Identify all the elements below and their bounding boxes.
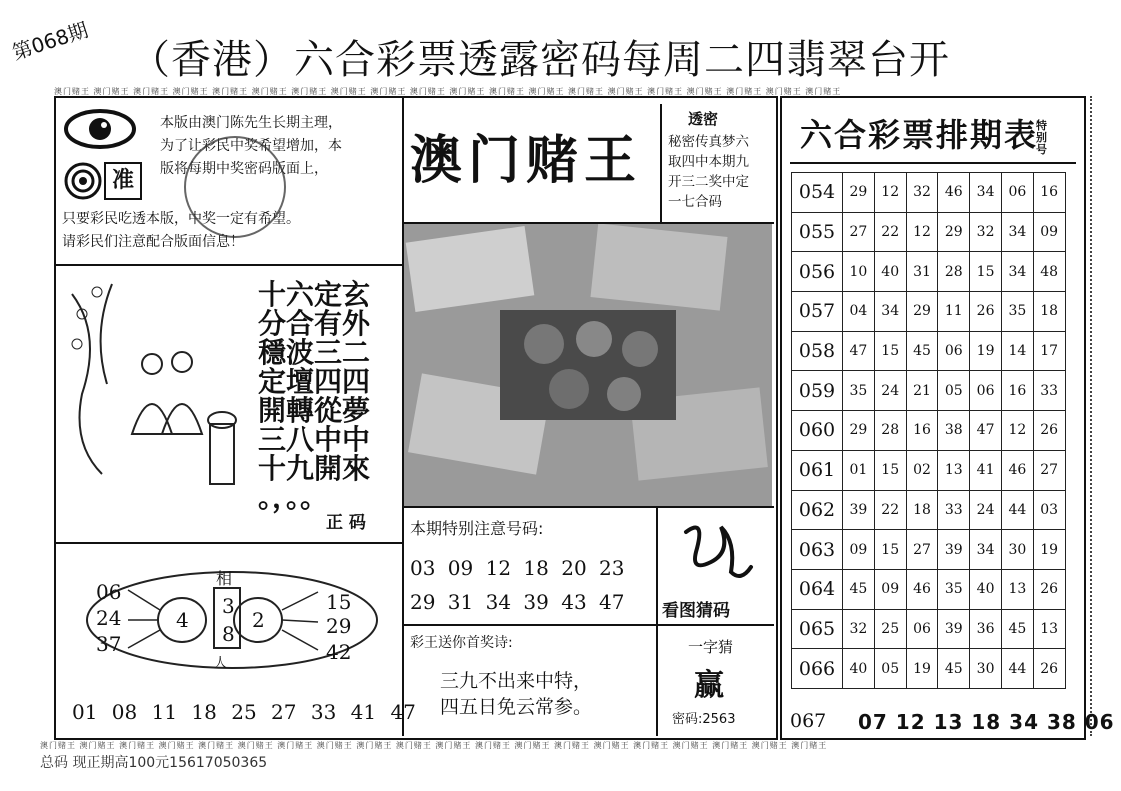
schedule-number: 38: [938, 411, 970, 451]
schedule-number: 12: [1001, 411, 1033, 451]
schedule-number: 27: [906, 530, 938, 570]
schedule-number: 13: [1033, 609, 1065, 649]
schedule-number: 45: [1001, 609, 1033, 649]
poem-line: 穩波三二: [258, 336, 371, 369]
intro-line: 本版由澳门陈先生长期主理，: [160, 115, 342, 131]
schedule-number: 10: [843, 252, 875, 292]
schedule-number: 06: [970, 371, 1002, 411]
money-collage-photo: [404, 224, 772, 506]
diagram-top-label: 相: [216, 569, 233, 588]
schedule-number: 02: [906, 450, 938, 490]
toumi-line: 取四中本期九: [668, 154, 749, 170]
schedule-number: 32: [970, 212, 1002, 252]
latest-numbers: 07 12 13 18 34 38 06: [858, 710, 1115, 734]
eye-icon: [64, 108, 136, 150]
intro-line: 请彩民们注意配合版面信息！: [62, 234, 244, 250]
schedule-row: [792, 569, 1066, 609]
schedule-number: 39: [938, 609, 970, 649]
zhengma-label: 正 码: [326, 513, 366, 533]
schedule-row: [792, 371, 1066, 411]
issue-number: 第068期: [9, 17, 92, 65]
schedule-period: 063: [792, 530, 843, 570]
schedule-number: 36: [970, 609, 1002, 649]
diagram-bottom-label: 人: [214, 656, 228, 671]
schedule-number: 30: [970, 649, 1002, 689]
schedule-number: 34: [970, 530, 1002, 570]
schedule-period: 058: [792, 331, 843, 371]
diagram-left-center: 4: [176, 608, 189, 632]
schedule-row: [792, 173, 1066, 213]
macau-gambling-king-title: 澳门赌王: [410, 130, 643, 191]
schedule-number: 24: [970, 490, 1002, 530]
schedule-title-underline: [790, 162, 1076, 164]
schedule-number: 30: [1001, 530, 1033, 570]
poem-line: 三八中中: [258, 423, 371, 456]
schedule-number: 47: [843, 331, 875, 371]
calligraphy-signature: [676, 512, 756, 592]
footer-note: 总码 现正期高100元15617050365: [40, 755, 268, 771]
schedule-row: [792, 530, 1066, 570]
special-numbers-row: 29 31 34 39 43 47: [410, 590, 625, 614]
schedule-number: 26: [1033, 411, 1065, 451]
divider-left-h2: [56, 542, 402, 544]
schedule-number: 34: [1001, 212, 1033, 252]
special-numbers-row: 03 09 12 18 20 23: [410, 556, 625, 580]
schedule-number: 15: [970, 252, 1002, 292]
schedule-number: 46: [1001, 450, 1033, 490]
schedule-number: 05: [938, 371, 970, 411]
schedule-number: 27: [1033, 450, 1065, 490]
schedule-period: 065: [792, 609, 843, 649]
schedule-number: 45: [906, 331, 938, 371]
schedule-number: 19: [970, 331, 1002, 371]
schedule-row: [792, 252, 1066, 292]
poem-line: 定壇四四: [258, 365, 371, 398]
schedule-number: 17: [1033, 331, 1065, 371]
schedule-number: 33: [938, 490, 970, 530]
poem-line: 分合有外: [258, 307, 371, 340]
schedule-number: 19: [1033, 530, 1065, 570]
one-word-guess-char: 赢: [694, 668, 724, 703]
latest-period: 067: [790, 710, 827, 732]
poem-line: 開轉從夢: [258, 394, 371, 427]
schedule-row: [792, 411, 1066, 451]
toumi-line: 开三二奖中定: [668, 174, 749, 190]
toumi-heading: 透密: [688, 110, 719, 128]
diagram-box-top: 3: [222, 594, 235, 618]
schedule-number: 09: [874, 569, 906, 609]
schedule-number: 47: [970, 411, 1002, 451]
schedule-period: 055: [792, 212, 843, 252]
schedule-number: 26: [1033, 569, 1065, 609]
top-border-strip: 澳门赌王 澳门赌王 澳门赌王 澳门赌王 澳门赌王 澳门赌王 澳门赌王 澳门赌王 澳门赌王 澳门赌王 澳门赌王 澳门赌王 澳门赌王 澳门赌王 澳门赌王 澳门赌王 澳门赌王 澳门赌王 澳门赌王 澳门赌王: [54, 87, 842, 96]
schedule-number: 29: [906, 292, 938, 332]
schedule-number: 16: [1033, 173, 1065, 213]
schedule-number: 12: [906, 212, 938, 252]
schedule-period: 056: [792, 252, 843, 292]
schedule-number: 04: [843, 292, 875, 332]
schedule-number: 46: [906, 569, 938, 609]
schedule-period: 064: [792, 569, 843, 609]
diagram-right-num: 29: [326, 614, 352, 638]
schedule-number: 40: [874, 252, 906, 292]
schedule-subtitle: 特别号: [1036, 119, 1047, 156]
schedule-number: 19: [906, 649, 938, 689]
schedule-number: 16: [906, 411, 938, 451]
schedule-number: 01: [843, 450, 875, 490]
schedule-table: [791, 172, 1066, 689]
schedule-number: 40: [843, 649, 875, 689]
schedule-row: [792, 212, 1066, 252]
schedule-number: 48: [1033, 252, 1065, 292]
schedule-period: 060: [792, 411, 843, 451]
schedule-number: 15: [874, 331, 906, 371]
schedule-number: 34: [874, 292, 906, 332]
schedule-number: 11: [938, 292, 970, 332]
divider-center-h3: [404, 624, 774, 626]
schedule-number: 18: [906, 490, 938, 530]
round-seal-stamp: [184, 136, 286, 238]
intro-line: 版将每期中奖密码版面上，: [160, 161, 328, 177]
bottom-border-strip: 澳门赌王 澳门赌王 澳门赌王 澳门赌王 澳门赌王 澳门赌王 澳门赌王 澳门赌王 澳门赌王 澳门赌王 澳门赌王 澳门赌王 澳门赌王 澳门赌王 澳门赌王 澳门赌王 澳门赌王 澳门赌王 澳门赌王 澳门赌王: [40, 741, 828, 750]
schedule-number: 33: [1033, 371, 1065, 411]
schedule-period: 059: [792, 371, 843, 411]
schedule-number: 26: [970, 292, 1002, 332]
headline: （香港）六合彩票透露密码每周二四翡翠台开: [130, 37, 950, 83]
schedule-row: [792, 649, 1066, 689]
schedule-number: 40: [970, 569, 1002, 609]
toumi-line: 一七合码: [668, 194, 722, 210]
schedule-number: 41: [970, 450, 1002, 490]
schedule-row: [792, 450, 1066, 490]
schedule-period: 062: [792, 490, 843, 530]
schedule-row: [792, 292, 1066, 332]
schedule-number: 29: [843, 411, 875, 451]
schedule-number: 22: [874, 212, 906, 252]
diagram-right-num: 15: [326, 590, 352, 614]
schedule-number: 06: [938, 331, 970, 371]
schedule-number: 15: [874, 450, 906, 490]
schedule-number: 39: [938, 530, 970, 570]
divider-left-h1: [56, 264, 402, 266]
schedule-number: 32: [843, 609, 875, 649]
zhun-badge: 准: [104, 162, 142, 200]
scholars-illustration: [62, 274, 242, 534]
schedule-number: 29: [938, 212, 970, 252]
target-icon: [64, 162, 102, 200]
schedule-number: 12: [874, 173, 906, 213]
diagram-left-num: 37: [96, 632, 122, 656]
schedule-number: 29: [843, 173, 875, 213]
schedule-row: [792, 490, 1066, 530]
schedule-number: 27: [843, 212, 875, 252]
intro-line: 只要彩民吃透本版，中奖一定有希望。: [62, 211, 300, 227]
diagram-box-bottom: 8: [222, 622, 235, 646]
schedule-number: 16: [1001, 371, 1033, 411]
gift-poem-line: 四五日免云常参。: [440, 696, 593, 718]
schedule-number: 46: [938, 173, 970, 213]
schedule-number: 06: [906, 609, 938, 649]
schedule-number: 05: [874, 649, 906, 689]
gift-poem-line: 三九不出来中特，: [440, 670, 593, 692]
schedule-number: 44: [1001, 490, 1033, 530]
schedule-number: 09: [843, 530, 875, 570]
divider-center-v1: [660, 104, 662, 222]
kantu-label: 看图猜码: [662, 601, 730, 621]
schedule-number: 28: [874, 411, 906, 451]
intro-line: 为了让彩民中奖希望增加，本: [160, 138, 342, 154]
schedule-number: 18: [1033, 292, 1065, 332]
schedule-period: 061: [792, 450, 843, 490]
schedule-number: 39: [843, 490, 875, 530]
schedule-number: 03: [1033, 490, 1065, 530]
schedule-number: 21: [906, 371, 938, 411]
schedule-number: 35: [843, 371, 875, 411]
schedule-title: 六合彩票排期表: [800, 116, 1039, 154]
toumi-line: 秘密传真梦六: [668, 134, 749, 150]
schedule-number: 14: [1001, 331, 1033, 371]
schedule-period: 054: [792, 173, 843, 213]
mystery-poem: [258, 280, 370, 512]
schedule-number: 13: [938, 450, 970, 490]
schedule-number: 34: [970, 173, 1002, 213]
divider-center-v2: [656, 506, 658, 736]
schedule-number: 09: [1033, 212, 1065, 252]
divider-center-h2: [404, 506, 774, 508]
schedule-row: [792, 609, 1066, 649]
poem-line: 十九開來: [258, 452, 371, 485]
bottom-number-row: 01 08 11 18 25 27 33 41 47: [72, 700, 416, 724]
diagram-left-num: 24: [96, 606, 122, 630]
schedule-number: 35: [938, 569, 970, 609]
schedule-number: 28: [938, 252, 970, 292]
schedule-number: 25: [874, 609, 906, 649]
schedule-number: 13: [1001, 569, 1033, 609]
diagram-right-center: 2: [252, 608, 265, 632]
schedule-row: [792, 331, 1066, 371]
schedule-period: 066: [792, 649, 843, 689]
schedule-number: 22: [874, 490, 906, 530]
diagram-left-num: 06: [96, 580, 122, 604]
poem-line: 。，。。: [258, 481, 329, 514]
schedule-number: 24: [874, 371, 906, 411]
poem-line: 十六定玄: [258, 278, 371, 311]
schedule-number: 15: [874, 530, 906, 570]
schedule-number: 45: [938, 649, 970, 689]
schedule-number: 31: [906, 252, 938, 292]
schedule-period: 057: [792, 292, 843, 332]
schedule-number: 06: [1001, 173, 1033, 213]
schedule-number: 34: [1001, 252, 1033, 292]
one-word-guess-label: 一字猜: [688, 638, 734, 656]
right-border-strip: [1090, 96, 1100, 736]
schedule-number: 45: [843, 569, 875, 609]
schedule-number: 26: [1033, 649, 1065, 689]
schedule-number: 35: [1001, 292, 1033, 332]
toumi-text: [668, 132, 772, 212]
password-label: 密码:2563: [672, 712, 736, 727]
diagram-right-num: 42: [326, 640, 352, 664]
gift-poem-heading: 彩王送你首奖诗:: [410, 635, 513, 651]
schedule-number: 32: [906, 173, 938, 213]
schedule-number: 44: [1001, 649, 1033, 689]
special-numbers-heading: 本期特别注意号码:: [410, 519, 544, 538]
